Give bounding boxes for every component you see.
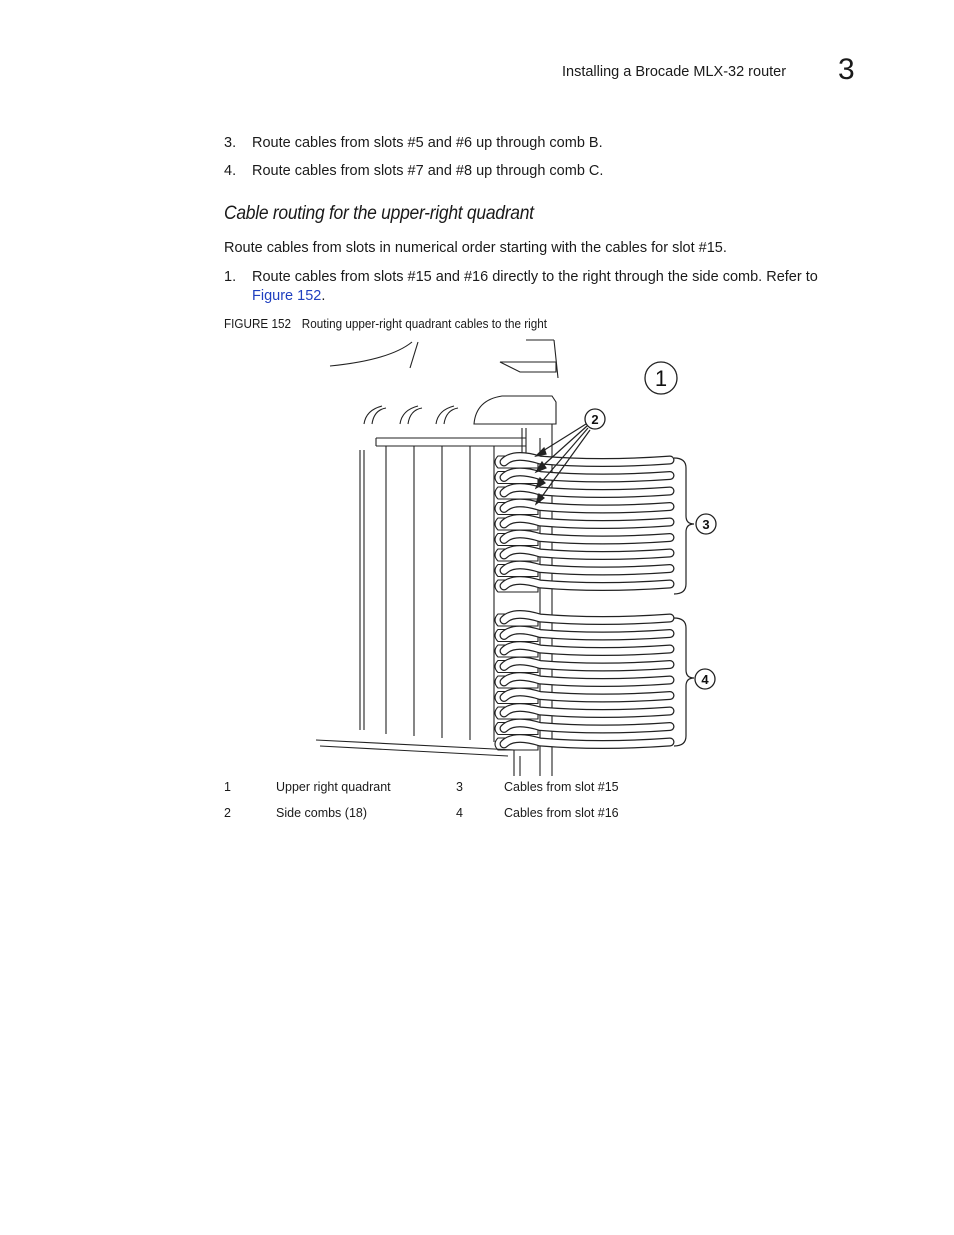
legend-text: Side combs (18) [276,806,368,820]
figure-label: FIGURE 152 [224,316,291,331]
cable-routing-illustration [300,338,720,778]
svg-text:3: 3 [702,517,710,532]
figure-legend [224,780,644,830]
callout-3 [696,514,716,534]
step-number: 4. [224,163,237,179]
running-header-title: Installing a Brocade MLX-32 router [562,64,787,80]
step-number: 1. [224,269,237,285]
step-number: 3. [224,135,237,151]
svg-text:2: 2 [591,412,599,427]
svg-text:4: 4 [701,672,709,687]
callout-4 [695,669,715,689]
legend-number: 1 [224,780,231,794]
callout-1 [645,362,677,394]
step-3 [224,134,844,154]
legend-number: 3 [456,780,463,794]
legend-text: Upper right quadrant [276,780,391,794]
figure-caption [224,316,547,331]
step-text-body: Route cables from slots #15 and #16 directly to the right through the side comb. Refer to [252,269,818,285]
step-1 [224,268,844,308]
legend-number: 4 [456,806,463,820]
step-text-suffix: . [321,288,326,304]
step-text: Route cables from slots #5 and #6 up through comb B. [252,135,603,151]
svg-text:1: 1 [654,366,668,391]
figure-caption-text: Routing upper-right quadrant cables to the right [301,316,547,331]
step-text: Route cables from slots #7 and #8 up through comb C. [252,163,604,179]
legend-number: 2 [224,806,231,820]
figure-link[interactable]: Figure 152 [252,288,322,304]
legend-text: Cables from slot #16 [504,806,619,820]
legend-text: Cables from slot #15 [504,780,619,794]
chapter-number: 3 [838,53,855,86]
section-heading: Cable routing for the upper-right quadrant [224,203,534,224]
section-intro: Route cables from slots in numerical order starting with the cables for slot #15. [224,240,727,256]
step-4 [224,162,844,182]
step-text [252,268,842,306]
callout-2 [585,409,605,429]
